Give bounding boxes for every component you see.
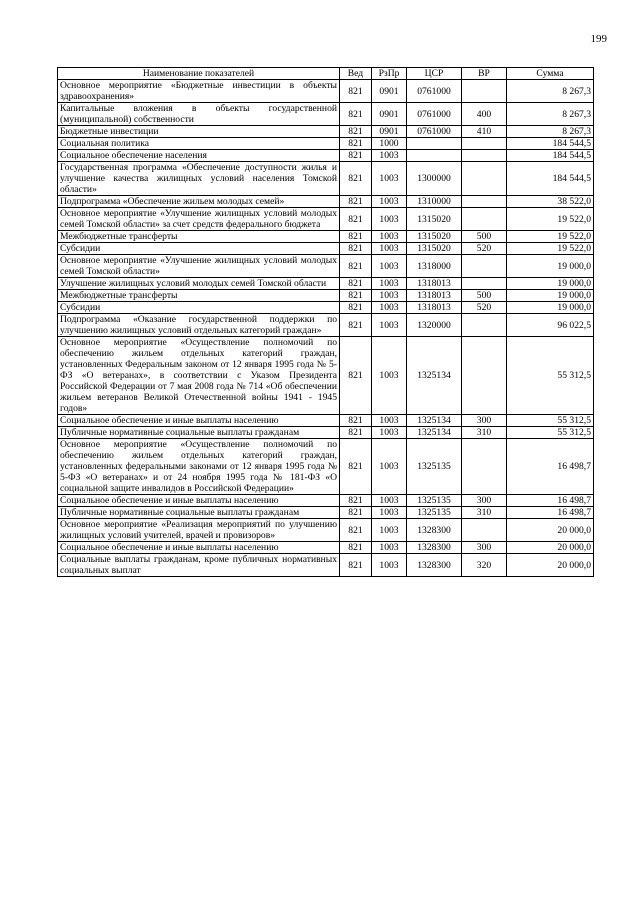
cell-name: Основное мероприятие «Осуществление полномочий по обеспечению жильем отдельных категорий граждан, установленных федеральными законами от 12 января 1995 года № 5-ФЗ «О ветеранах» и от 24 ноября 1995 года № 181-ФЗ «О социальной защите инвалидов в Российской Федерации» <box>58 439 340 495</box>
cell-rzpr: 1003 <box>372 542 407 554</box>
cell-csr: 1318013 <box>407 278 462 290</box>
cell-ved: 821 <box>340 290 372 302</box>
cell-sum: 55 312,5 <box>507 427 594 439</box>
cell-vr: 300 <box>462 542 507 554</box>
table-row <box>58 554 594 577</box>
cell-ved: 821 <box>340 302 372 314</box>
cell-csr: 1315020 <box>407 208 462 231</box>
table-row <box>58 439 594 495</box>
cell-rzpr: 0901 <box>372 103 407 126</box>
cell-rzpr: 1003 <box>372 150 407 162</box>
table-row <box>58 255 594 278</box>
cell-vr <box>462 150 507 162</box>
cell-name: Государственная программа «Обеспечение доступности жилья и улучшение качества жилищных условий населения Томской области» <box>58 162 340 196</box>
cell-rzpr: 1003 <box>372 290 407 302</box>
cell-sum: 19 522,0 <box>507 208 594 231</box>
cell-name: Улучшение жилищных условий молодых семей Томской области <box>58 278 340 290</box>
cell-ved: 821 <box>340 427 372 439</box>
cell-sum: 8 267,3 <box>507 103 594 126</box>
cell-sum: 20 000,0 <box>507 542 594 554</box>
cell-name: Социальные выплаты гражданам, кроме публичных нормативных социальных выплат <box>58 554 340 577</box>
cell-rzpr: 1003 <box>372 255 407 278</box>
cell-rzpr: 1003 <box>372 415 407 427</box>
table-row <box>58 542 594 554</box>
cell-vr: 400 <box>462 103 507 126</box>
cell-vr <box>462 314 507 337</box>
cell-ved: 821 <box>340 507 372 519</box>
cell-vr: 500 <box>462 290 507 302</box>
cell-sum: 16 498,7 <box>507 507 594 519</box>
cell-sum: 19 522,0 <box>507 243 594 255</box>
cell-vr: 310 <box>462 427 507 439</box>
cell-name: Социальное обеспечение населения <box>58 150 340 162</box>
cell-sum: 8 267,3 <box>507 80 594 103</box>
cell-name: Социальное обеспечение и иные выплаты населению <box>58 495 340 507</box>
cell-name: Межбюджетные трансферты <box>58 290 340 302</box>
cell-rzpr: 1003 <box>372 337 407 415</box>
cell-ved: 821 <box>340 126 372 138</box>
cell-csr: 1325134 <box>407 415 462 427</box>
table-row <box>58 162 594 196</box>
cell-rzpr: 1003 <box>372 278 407 290</box>
table-row <box>58 231 594 243</box>
table-row <box>58 507 594 519</box>
cell-name: Межбюджетные трансферты <box>58 231 340 243</box>
cell-rzpr: 1003 <box>372 231 407 243</box>
cell-rzpr: 1003 <box>372 554 407 577</box>
cell-vr: 520 <box>462 243 507 255</box>
cell-name: Капитальные вложения в объекты государственной (муниципальной) собственности <box>58 103 340 126</box>
cell-vr: 300 <box>462 495 507 507</box>
cell-csr: 1315020 <box>407 231 462 243</box>
cell-vr <box>462 208 507 231</box>
cell-name: Социальное обеспечение и иные выплаты населению <box>58 542 340 554</box>
table-row <box>58 427 594 439</box>
cell-csr: 1320000 <box>407 314 462 337</box>
cell-rzpr: 0901 <box>372 80 407 103</box>
header-name: Наименование показателей <box>58 68 340 80</box>
cell-csr: 1325134 <box>407 337 462 415</box>
cell-sum: 20 000,0 <box>507 554 594 577</box>
cell-vr: 310 <box>462 507 507 519</box>
cell-sum: 16 498,7 <box>507 439 594 495</box>
table-row <box>58 337 594 415</box>
cell-ved: 821 <box>340 208 372 231</box>
table-row <box>58 278 594 290</box>
cell-vr <box>462 337 507 415</box>
cell-sum: 19 000,0 <box>507 290 594 302</box>
cell-rzpr: 1000 <box>372 138 407 150</box>
cell-ved: 821 <box>340 542 372 554</box>
cell-name: Основное мероприятие «Осуществление полномочий по обеспечению жильем отдельных категорий граждан, установленных Федеральным законом от 12 января 1995 года № 5-ФЗ «О ветеранах», в соответствии с Указом Президента Российской Федерации от 7 мая 2008 года № 714 «Об обеспечении жильем ветеранов Великой Отечественной войны 1941 - 1945 годов» <box>58 337 340 415</box>
cell-name: Публичные нормативные социальные выплаты гражданам <box>58 427 340 439</box>
cell-sum: 20 000,0 <box>507 519 594 542</box>
cell-csr: 1325134 <box>407 427 462 439</box>
cell-name: Субсидии <box>58 243 340 255</box>
cell-ved: 821 <box>340 243 372 255</box>
cell-sum: 38 522,0 <box>507 196 594 208</box>
cell-rzpr: 1003 <box>372 314 407 337</box>
cell-csr: 1325135 <box>407 439 462 495</box>
cell-name: Социальная политика <box>58 138 340 150</box>
cell-vr <box>462 162 507 196</box>
cell-csr: 0761000 <box>407 103 462 126</box>
cell-csr: 1315020 <box>407 243 462 255</box>
cell-rzpr: 1003 <box>372 507 407 519</box>
table-row <box>58 126 594 138</box>
cell-sum: 184 544,5 <box>507 162 594 196</box>
cell-csr: 1325135 <box>407 495 462 507</box>
table-row <box>58 208 594 231</box>
cell-sum: 55 312,5 <box>507 337 594 415</box>
cell-vr: 500 <box>462 231 507 243</box>
cell-ved: 821 <box>340 103 372 126</box>
table-row <box>58 302 594 314</box>
table-row <box>58 314 594 337</box>
table-row <box>58 150 594 162</box>
page-number: 199 <box>590 33 607 45</box>
cell-rzpr: 1003 <box>372 427 407 439</box>
cell-ved: 821 <box>340 519 372 542</box>
cell-csr: 1318013 <box>407 302 462 314</box>
cell-name: Социальное обеспечение и иные выплаты населению <box>58 415 340 427</box>
header-vr: ВР <box>462 68 507 80</box>
table-row <box>58 415 594 427</box>
table-row <box>58 80 594 103</box>
header-csr: ЦСР <box>407 68 462 80</box>
cell-ved: 821 <box>340 554 372 577</box>
cell-rzpr: 1003 <box>372 439 407 495</box>
cell-sum: 16 498,7 <box>507 495 594 507</box>
cell-csr: 1325135 <box>407 507 462 519</box>
cell-name: Подпрограмма «Обеспечение жильем молодых семей» <box>58 196 340 208</box>
cell-ved: 821 <box>340 495 372 507</box>
table-header-row <box>58 68 594 80</box>
budget-table <box>57 67 594 577</box>
cell-name: Бюджетные инвестиции <box>58 126 340 138</box>
cell-sum: 55 312,5 <box>507 415 594 427</box>
cell-sum: 184 544,5 <box>507 150 594 162</box>
cell-ved: 821 <box>340 162 372 196</box>
cell-name: Основное мероприятие «Реализация мероприятий по улучшению жилищных условий учителей, врачей и провизоров» <box>58 519 340 542</box>
cell-rzpr: 1003 <box>372 243 407 255</box>
cell-rzpr: 1003 <box>372 519 407 542</box>
cell-vr <box>462 278 507 290</box>
cell-vr <box>462 439 507 495</box>
cell-csr: 1318013 <box>407 290 462 302</box>
table-row <box>58 196 594 208</box>
cell-rzpr: 1003 <box>372 302 407 314</box>
cell-ved: 821 <box>340 150 372 162</box>
cell-ved: 821 <box>340 255 372 278</box>
cell-rzpr: 1003 <box>372 495 407 507</box>
cell-csr: 1300000 <box>407 162 462 196</box>
cell-vr <box>462 196 507 208</box>
table-body <box>58 80 594 577</box>
cell-ved: 821 <box>340 231 372 243</box>
cell-ved: 821 <box>340 439 372 495</box>
cell-csr: 1328300 <box>407 554 462 577</box>
cell-vr <box>462 138 507 150</box>
cell-sum: 19 000,0 <box>507 302 594 314</box>
cell-csr <box>407 150 462 162</box>
cell-ved: 821 <box>340 278 372 290</box>
table-row <box>58 243 594 255</box>
cell-ved: 821 <box>340 138 372 150</box>
cell-sum: 19 522,0 <box>507 231 594 243</box>
cell-vr: 520 <box>462 302 507 314</box>
cell-vr: 300 <box>462 415 507 427</box>
header-rzpr: РзПр <box>372 68 407 80</box>
cell-vr <box>462 519 507 542</box>
cell-csr <box>407 138 462 150</box>
cell-rzpr: 1003 <box>372 208 407 231</box>
cell-name: Публичные нормативные социальные выплаты гражданам <box>58 507 340 519</box>
cell-sum: 19 000,0 <box>507 255 594 278</box>
cell-ved: 821 <box>340 314 372 337</box>
cell-ved: 821 <box>340 196 372 208</box>
cell-sum: 184 544,5 <box>507 138 594 150</box>
cell-sum: 8 267,3 <box>507 126 594 138</box>
table-row <box>58 103 594 126</box>
cell-name: Основное мероприятие «Бюджетные инвестиции в объекты здравоохранения» <box>58 80 340 103</box>
cell-vr <box>462 80 507 103</box>
cell-rzpr: 1003 <box>372 196 407 208</box>
cell-csr: 1328300 <box>407 519 462 542</box>
cell-csr: 1328300 <box>407 542 462 554</box>
cell-sum: 19 000,0 <box>507 278 594 290</box>
cell-csr: 0761000 <box>407 126 462 138</box>
cell-name: Подпрограмма «Оказание государственной поддержки по улучшению жилищных условий отдельных категорий граждан» <box>58 314 340 337</box>
cell-name: Основное мероприятие «Улучшение жилищных условий молодых семей Томской области» за счет средств федерального бюджета <box>58 208 340 231</box>
cell-name: Субсидии <box>58 302 340 314</box>
cell-vr: 410 <box>462 126 507 138</box>
cell-ved: 821 <box>340 337 372 415</box>
cell-rzpr: 0901 <box>372 126 407 138</box>
cell-csr: 0761000 <box>407 80 462 103</box>
header-ved: Вед <box>340 68 372 80</box>
table-row <box>58 290 594 302</box>
table-row <box>58 519 594 542</box>
cell-csr: 1310000 <box>407 196 462 208</box>
table-row <box>58 138 594 150</box>
cell-name: Основное мероприятие «Улучшение жилищных условий молодых семей Томской области» <box>58 255 340 278</box>
cell-vr <box>462 255 507 278</box>
table-row <box>58 495 594 507</box>
header-sum: Сумма <box>507 68 594 80</box>
cell-ved: 821 <box>340 80 372 103</box>
cell-rzpr: 1003 <box>372 162 407 196</box>
cell-vr: 320 <box>462 554 507 577</box>
cell-csr: 1318000 <box>407 255 462 278</box>
cell-sum: 96 022,5 <box>507 314 594 337</box>
cell-ved: 821 <box>340 415 372 427</box>
